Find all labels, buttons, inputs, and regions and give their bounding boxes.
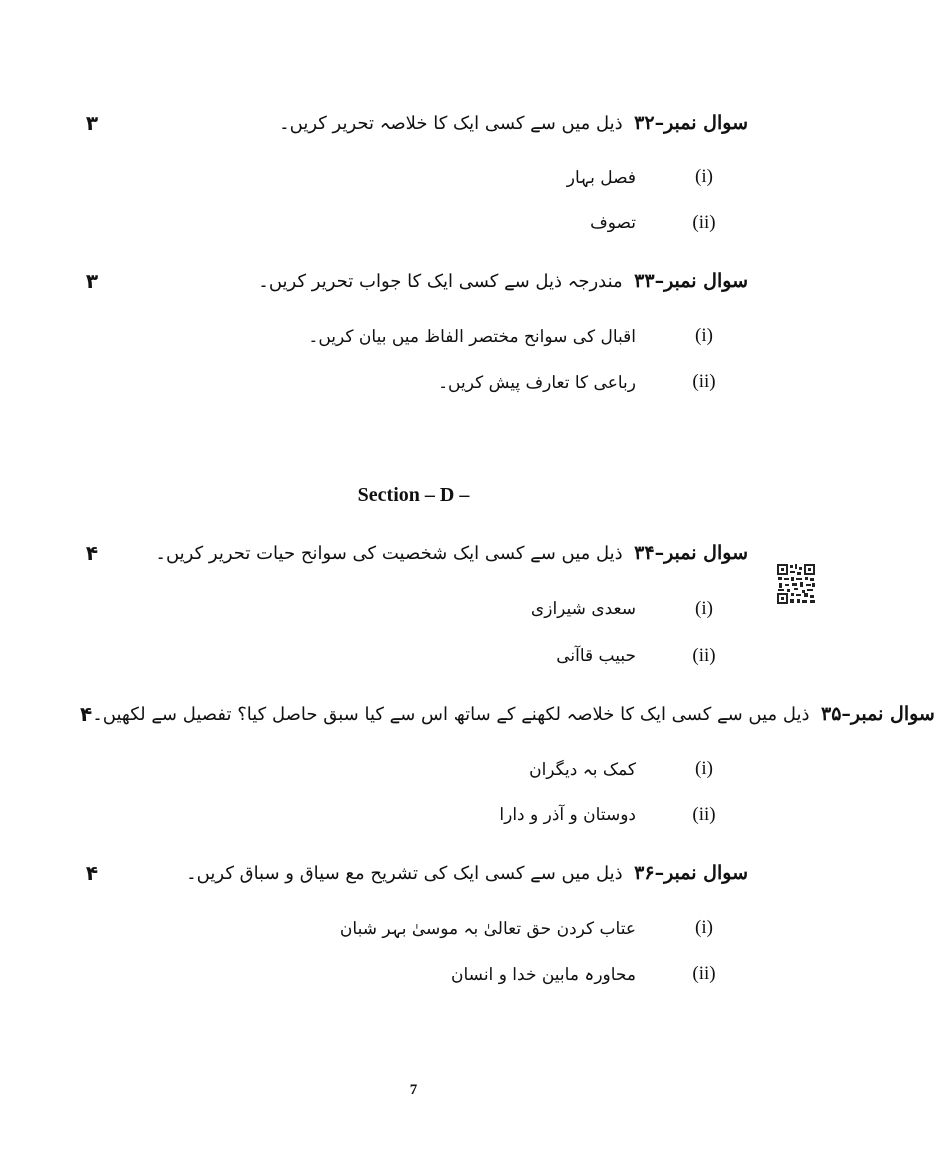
sub-question-number: (ii): [692, 963, 716, 984]
sub-question-number: (i): [695, 325, 713, 346]
sub-question-text: دوستان و آذر و دارا: [499, 805, 636, 825]
sub-question: [300, 594, 724, 624]
question-label: سوال نمبر–۳۵: [821, 703, 935, 725]
sub-question-text: حبیب قاآنی: [556, 646, 636, 666]
question-label: سوال نمبر–۳۴: [634, 542, 748, 564]
question-marks: ۴: [85, 861, 99, 885]
question-text: ذیل میں سے کسی ایک کا خلاصہ تحریر کریں۔: [279, 113, 623, 134]
question-text-wrap: [186, 862, 748, 884]
question-text-wrap: [92, 703, 935, 725]
section-heading: Section – D –: [357, 484, 470, 506]
question-text-wrap: [258, 270, 748, 292]
sub-question-text: رباعی کا تعارف پیش کریں۔: [438, 372, 636, 393]
sub-question: [300, 800, 724, 830]
sub-question-text: کمک بہ دیگران: [529, 759, 636, 780]
qr-code-icon: [776, 563, 816, 605]
sub-question: [300, 162, 724, 192]
sub-question-number: (ii): [692, 804, 716, 825]
question-text-wrap: [279, 112, 748, 134]
page-number: 7: [409, 1082, 418, 1098]
sub-question-number: (i): [695, 758, 713, 779]
sub-question-number: (i): [695, 166, 713, 187]
question-35: [80, 697, 935, 731]
question-marks: ۳: [85, 269, 99, 293]
sub-question: [300, 208, 724, 238]
sub-question: [300, 913, 724, 943]
sub-question-number: (ii): [692, 371, 716, 392]
sub-question: [300, 367, 724, 397]
question-text: مندرجہ ذیل سے کسی ایک کا جواب تحریر کریں۔: [258, 271, 623, 292]
question-text-wrap: [155, 542, 748, 564]
question-label: سوال نمبر–۳۶: [634, 862, 748, 884]
question-marks: ۴: [80, 702, 93, 726]
question-33: [80, 264, 748, 298]
sub-question: [300, 959, 724, 989]
question-34: [80, 536, 748, 570]
question-text: ذیل میں سے کسی ایک شخصیت کی سوانح حیات تحریر کریں۔: [155, 543, 623, 564]
sub-question: [300, 754, 724, 784]
sub-question: [300, 321, 724, 351]
question-36: [80, 856, 748, 890]
question-32: [80, 106, 748, 140]
question-marks: ۳: [85, 111, 99, 135]
question-label: سوال نمبر–۳۳: [634, 270, 748, 292]
sub-question-text: محاورہ مابین خدا و انسان: [451, 964, 636, 985]
sub-question-number: (i): [695, 917, 713, 938]
sub-question: [300, 641, 724, 671]
sub-question-text: اقبال کی سوانح مختصر الفاظ میں بیان کریں۔: [308, 326, 636, 347]
question-text: ذیل میں سے کسی ایک کی تشریح مع سیاق و سباق کریں۔: [186, 863, 623, 884]
sub-question-text: عتاب کردن حق تعالیٰ بہ موسیٰ بہر شبان: [339, 918, 636, 939]
question-marks: ۴: [85, 541, 99, 565]
sub-question-text: سعدی شیرازی: [530, 599, 636, 619]
sub-question-number: (i): [695, 598, 713, 619]
sub-question-text: فصل بہار: [566, 167, 636, 188]
sub-question-number: (ii): [692, 212, 716, 233]
sub-question-number: (ii): [692, 645, 716, 666]
sub-question-text: تصوف: [590, 213, 636, 233]
question-label: سوال نمبر–۳۲: [634, 112, 748, 134]
question-text: ذیل میں سے کسی ایک کا خلاصہ لکھنے کے ساتھ اس سے کیا سبق حاصل کیا؟ تفصیل سے لکھیں۔: [92, 704, 810, 725]
